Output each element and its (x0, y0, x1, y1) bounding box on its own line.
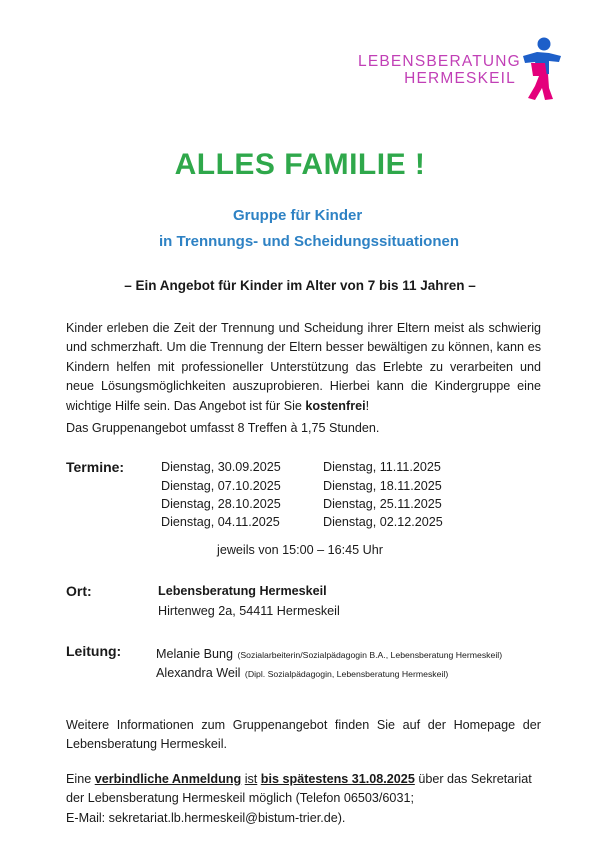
ort-address: Hirtenweg 2a, 54411 Hermeskeil (158, 604, 340, 618)
registration-deadline: bis spätestens 31.08.2025 (260, 772, 415, 786)
intro-paragraph (66, 319, 541, 416)
intro-bold: kostenfrei (305, 398, 366, 413)
termine-date: Dienstag, 18.11.2025 (323, 479, 442, 493)
ort-label: Ort: (66, 583, 92, 599)
registration-line-2: der Lebensberatung Hermeskeil möglich (Telefon 06503/6031; (66, 791, 414, 806)
leitung-person-1 (156, 645, 502, 663)
termine-date: Dienstag, 25.11.2025 (323, 497, 442, 511)
more-info: Weitere Informationen zum Gruppenangebot finden Sie auf der Homepage der Lebensberatung Hermeskeil. (66, 718, 541, 752)
registration-line-3: E-Mail: sekretariat.lb.hermeskeil@bistum-trier.de). (66, 810, 346, 825)
page-title: ALLES FAMILIE ! (174, 148, 426, 181)
logo-line-2: HERMESKEIL (404, 70, 516, 87)
subtitle-1: Gruppe für Kinder (233, 207, 363, 224)
registration-text (66, 770, 546, 828)
offer-line: – Ein Angebot für Kinder im Alter von 7 bis 11 Jahren – (124, 278, 476, 293)
registration-line-1 (66, 770, 546, 789)
leitung-role: (Dipl. Sozialpädagogin, Lebensberatung Hermeskeil) (244, 669, 449, 679)
leitung-label: Leitung: (66, 643, 122, 659)
termine-date: Dienstag, 30.09.2025 (161, 460, 281, 474)
subtitle-2: in Trennungs- und Scheidungssituationen (159, 233, 459, 250)
logo-wordmark (358, 53, 521, 87)
registration-emphasis: verbindliche Anmeldung (94, 772, 242, 786)
leitung-role: (Sozialarbeiterin/Sozialpädagogin B.A., Lebensberatung Hermeskeil) (237, 650, 503, 660)
group-info: Das Gruppenangebot umfasst 8 Treffen à 1,75 Stunden. (66, 421, 380, 435)
termine-date: Dienstag, 11.11.2025 (323, 460, 441, 474)
registration-underlined: ist (244, 772, 258, 786)
leitung-person-2 (156, 664, 448, 682)
termine-date: Dienstag, 28.10.2025 (161, 497, 281, 511)
registration-text-part: Eine (66, 772, 95, 786)
person-figure-logo-icon (519, 36, 565, 102)
intro-end: ! (365, 398, 370, 413)
termine-date: Dienstag, 07.10.2025 (161, 479, 281, 493)
termine-date: Dienstag, 02.12.2025 (323, 515, 443, 529)
leitung-name: Alexandra Weil (156, 666, 241, 680)
termine-time: jeweils von 15:00 – 16:45 Uhr (217, 543, 383, 557)
intro-text: Kinder erleben die Zeit der Trennung und Scheidung ihrer Eltern meist als schwierig und schmerzhaft. Um die Trennung der Eltern besser bewältigen zu können, kann es Kindern helfen mit professioneller Unterstützung das Erlebte zu verarbeiten und neue Lösungsmöglichkeiten auszuprobieren. Hierbei kann die Kindergruppe eine wichtige Hilfe sein. Das Angebot ist für Sie (66, 321, 541, 413)
logo-line-1: LEBENSBERATUNG (358, 53, 521, 70)
termine-date: Dienstag, 04.11.2025 (161, 515, 280, 529)
registration-text-part: über das Sekretariat (414, 772, 532, 786)
termine-label: Termine: (66, 459, 125, 475)
ort-name: Lebensberatung Hermeskeil (158, 584, 327, 598)
leitung-name: Melanie Bung (156, 647, 234, 661)
